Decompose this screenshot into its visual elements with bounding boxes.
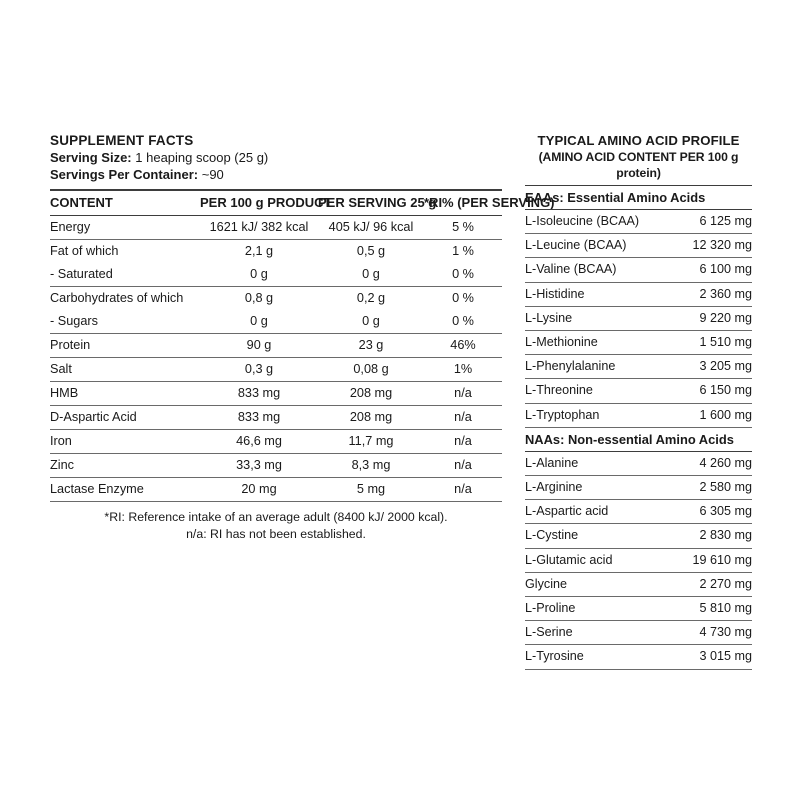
table-row xyxy=(525,548,752,572)
amino-acid-group-heading: NAAs: Non-essential Amino Acids xyxy=(525,427,752,451)
amino-acid-value: 2 270 mg xyxy=(662,572,752,596)
amino-acid-value: 2 360 mg xyxy=(662,282,752,306)
row-ri: n/a xyxy=(424,430,502,454)
row-name: Lactase Enzyme xyxy=(50,478,200,502)
amino-acid-name: L-Alanine xyxy=(525,451,662,475)
table-row xyxy=(50,216,502,240)
amino-acid-name: L-Tryptophan xyxy=(525,403,662,427)
table-row xyxy=(50,430,502,454)
row-per-serving: 8,3 mg xyxy=(318,454,424,478)
row-ri: 5 % xyxy=(424,216,502,240)
table-row xyxy=(50,287,502,311)
row-ri: n/a xyxy=(424,454,502,478)
amino-acid-name: L-Histidine xyxy=(525,282,662,306)
serving-size-value: 1 heaping scoop (25 g) xyxy=(135,150,269,165)
row-ri: n/a xyxy=(424,382,502,406)
table-row xyxy=(525,258,752,282)
row-per-100g: 33,3 mg xyxy=(200,454,318,478)
amino-acid-profile-title: TYPICAL AMINO ACID PROFILE xyxy=(537,133,740,148)
amino-acid-name: L-Isoleucine (BCAA) xyxy=(525,210,662,234)
amino-acid-value: 5 810 mg xyxy=(662,597,752,621)
row-name: Protein xyxy=(50,334,200,358)
table-row xyxy=(50,454,502,478)
servings-per-container-label: Servings Per Container: xyxy=(50,166,199,182)
row-per-serving: 405 kJ/ 96 kcal xyxy=(318,216,424,240)
amino-acid-name: L-Leucine (BCAA) xyxy=(525,234,662,258)
amino-acid-name: L-Serine xyxy=(525,621,662,645)
row-ri: n/a xyxy=(424,478,502,502)
table-row xyxy=(50,382,502,406)
amino-acid-name: Glycine xyxy=(525,572,662,596)
amino-acid-name: L-Proline xyxy=(525,597,662,621)
row-name: Zinc xyxy=(50,454,200,478)
amino-acid-value: 9 220 mg xyxy=(662,306,752,330)
amino-acid-value: 3 015 mg xyxy=(662,645,752,669)
table-row xyxy=(525,621,752,645)
amino-acid-profile-subtitle: (AMINO ACID CONTENT PER 100 g protein) xyxy=(538,150,739,180)
row-name: D-Aspartic Acid xyxy=(50,406,200,430)
row-ri: 0 % xyxy=(452,291,474,305)
row-name: - Sugars xyxy=(50,310,200,334)
amino-acid-name: L-Phenylalanine xyxy=(525,355,662,379)
supplement-facts-title: SUPPLEMENT FACTS xyxy=(50,133,194,148)
table-row xyxy=(50,334,502,358)
amino-acid-value: 4 730 mg xyxy=(662,621,752,645)
table-row xyxy=(525,282,752,306)
row-per-serving: 208 mg xyxy=(318,406,424,430)
row-per-serving: 0,2 g xyxy=(356,291,386,305)
row-per-serving: 23 g xyxy=(318,334,424,358)
amino-acid-value: 6 125 mg xyxy=(662,210,752,234)
amino-acid-group-heading-row xyxy=(525,186,752,210)
table-row xyxy=(525,306,752,330)
amino-acid-name: L-Glutamic acid xyxy=(525,548,662,572)
amino-acid-table-body xyxy=(525,186,752,670)
amino-acid-name: L-Valine (BCAA) xyxy=(525,258,662,282)
servings-per-container-value: ~90 xyxy=(201,166,224,182)
amino-acid-name: L-Methionine xyxy=(525,331,662,355)
table-row xyxy=(525,524,752,548)
row-per-serving: 11,7 mg xyxy=(318,430,424,454)
row-per-100g: 2,1 g xyxy=(244,244,274,258)
amino-acid-value: 12 320 mg xyxy=(662,234,752,258)
table-row xyxy=(50,240,502,264)
amino-acid-value: 2 830 mg xyxy=(662,524,752,548)
column-header-per-100g: PER 100 g PRODUCT xyxy=(200,190,318,216)
row-per-100g: 0,3 g xyxy=(200,358,318,382)
row-per-100g: 46,6 mg xyxy=(200,430,318,454)
table-row xyxy=(525,451,752,475)
amino-acid-name: L-Arginine xyxy=(525,476,662,500)
column-header-per-serving: PER SERVING 25 g xyxy=(318,190,424,216)
nutrition-table-body xyxy=(50,216,502,502)
amino-acid-value: 4 260 mg xyxy=(662,451,752,475)
footnote-ri: *RI: Reference intake of an average adult (8400 kJ/ 2000 kcal). xyxy=(104,510,448,524)
table-row xyxy=(50,263,502,287)
column-header-content: CONTENT xyxy=(50,190,200,216)
amino-acid-value: 6 100 mg xyxy=(662,258,752,282)
row-ri: 1 % xyxy=(452,244,474,258)
amino-acid-name: L-Lysine xyxy=(525,306,662,330)
table-row xyxy=(525,210,752,234)
table-row xyxy=(50,406,502,430)
row-per-serving: 0 g xyxy=(318,263,424,287)
row-per-100g: 20 mg xyxy=(200,478,318,502)
column-header-ri: *RI% (PER SERVING) xyxy=(424,190,502,216)
table-row xyxy=(525,379,752,403)
amino-acid-value: 6 305 mg xyxy=(662,500,752,524)
table-row xyxy=(525,597,752,621)
nutrition-table-header-row xyxy=(50,190,502,216)
row-per-100g: 1621 kJ/ 382 kcal xyxy=(200,216,318,240)
row-per-100g: 0,8 g xyxy=(244,291,274,305)
table-row xyxy=(525,403,752,427)
table-row xyxy=(525,355,752,379)
row-per-100g: 0 g xyxy=(200,263,318,287)
row-name: Energy xyxy=(50,216,200,240)
row-name: Carbohydrates of which xyxy=(50,291,184,305)
table-row xyxy=(525,572,752,596)
row-per-100g: 90 g xyxy=(200,334,318,358)
amino-acid-value: 2 580 mg xyxy=(662,476,752,500)
row-per-serving: 0,5 g xyxy=(356,244,386,258)
amino-acid-group-heading-row xyxy=(525,427,752,451)
serving-size-label: Serving Size: xyxy=(50,150,132,165)
amino-acid-profile-panel xyxy=(525,132,752,670)
table-row xyxy=(525,234,752,258)
amino-acid-name: L-Threonine xyxy=(525,379,662,403)
row-per-100g: 833 mg xyxy=(200,382,318,406)
table-row xyxy=(50,478,502,502)
footnotes xyxy=(50,509,502,543)
amino-acid-value: 1 600 mg xyxy=(662,403,752,427)
amino-acid-name: L-Cystine xyxy=(525,524,662,548)
amino-acid-group-heading: EAAs: Essential Amino Acids xyxy=(525,186,752,210)
amino-acid-value: 3 205 mg xyxy=(662,355,752,379)
row-ri: 0 % xyxy=(424,310,502,334)
row-per-serving: 208 mg xyxy=(318,382,424,406)
serving-size-line xyxy=(50,150,502,167)
amino-acid-value: 19 610 mg xyxy=(662,548,752,572)
row-ri: 1% xyxy=(424,358,502,382)
amino-acid-table xyxy=(525,185,752,670)
row-per-serving: 5 mg xyxy=(318,478,424,502)
amino-acid-name: L-Tyrosine xyxy=(525,645,662,669)
footnote-na: n/a: RI has not been established. xyxy=(186,527,366,541)
row-ri: 46% xyxy=(424,334,502,358)
table-row xyxy=(50,358,502,382)
table-row xyxy=(525,500,752,524)
row-per-100g: 0 g xyxy=(200,310,318,334)
amino-acid-value: 1 510 mg xyxy=(662,331,752,355)
row-name: Iron xyxy=(50,430,200,454)
row-per-serving: 0,08 g xyxy=(318,358,424,382)
amino-acid-name: L-Aspartic acid xyxy=(525,500,662,524)
row-name: Fat of which xyxy=(50,244,119,258)
table-row xyxy=(525,645,752,669)
row-name: Salt xyxy=(50,358,200,382)
row-ri: 0 % xyxy=(424,263,502,287)
row-name: HMB xyxy=(50,382,200,406)
row-per-serving: 0 g xyxy=(318,310,424,334)
servings-per-container-line xyxy=(50,167,502,184)
table-row xyxy=(50,310,502,334)
row-per-100g: 833 mg xyxy=(200,406,318,430)
row-ri: n/a xyxy=(424,406,502,430)
table-row xyxy=(525,476,752,500)
table-row xyxy=(525,331,752,355)
row-name: - Saturated xyxy=(50,263,200,287)
amino-acid-value: 6 150 mg xyxy=(662,379,752,403)
